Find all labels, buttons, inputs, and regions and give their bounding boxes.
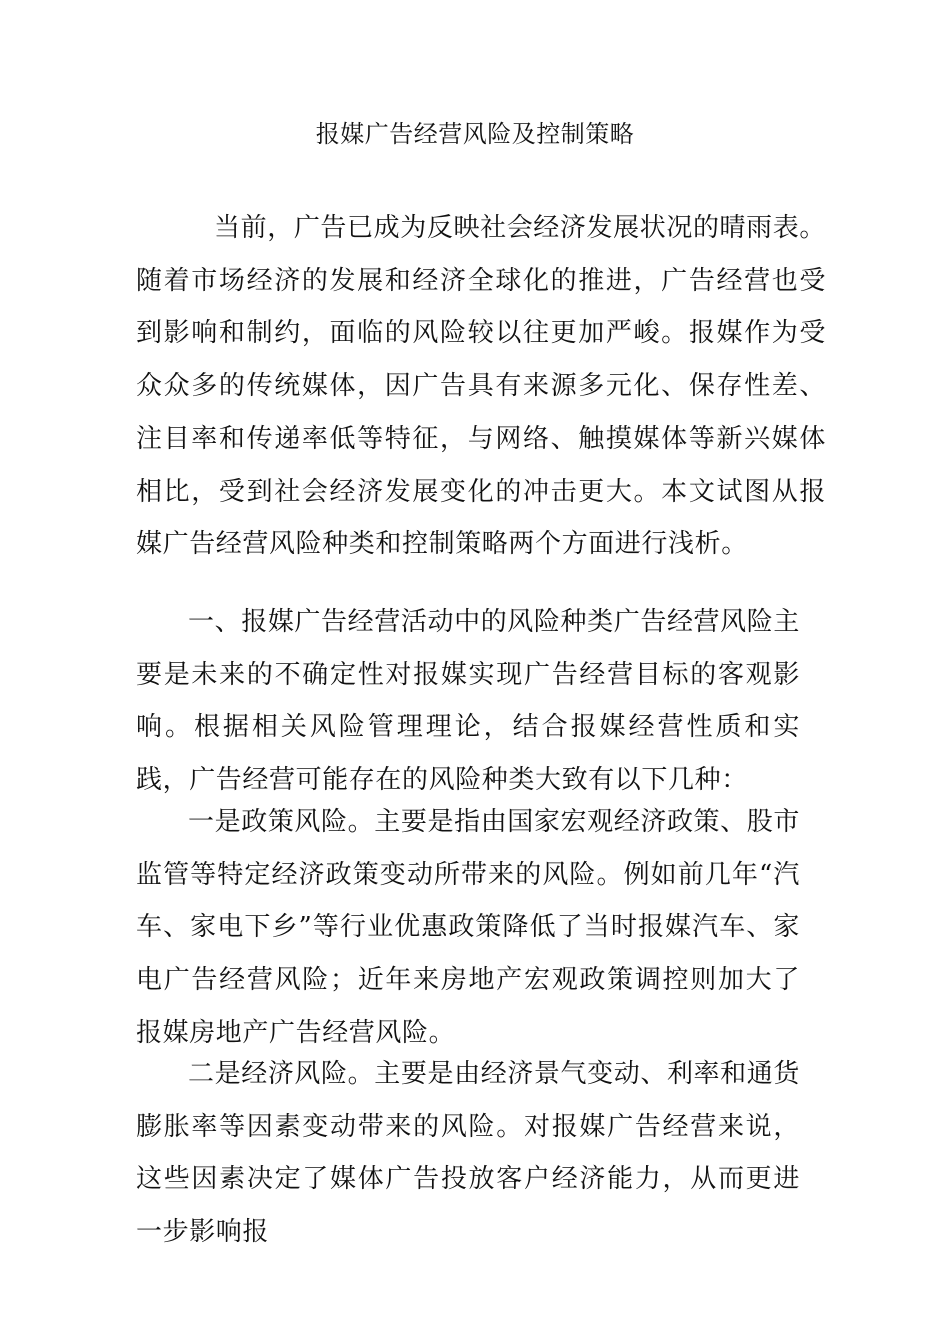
policy-risk-paragraph: 一是政策风险。主要是指由国家宏观经济政策、股市监管等特定经济政策变动所带来的风险。例如前几年“汽车、家电下乡”等行业优惠政策降低了当时报媒汽车、家电广告经营风险；近年来房地产宏观政策调控则加大了报媒房地产广告经营风险。 <box>136 807 800 1048</box>
intro-paragraph: 当前，广告已成为反映社会经济发展状况的晴雨表。随着市场经济的发展和经济全球化的推进，广告经营也受到影响和制约，面临的风险较以往更加严峻。报媒作为受众众多的传统媒体，因广告具有来源多元化、保存性差、注目率和传递率低等特征，与网络、触摸媒体等新兴媒体相比，受到社会经济发展变化的冲击更大。本文试图从报媒广告经营风险种类和控制策略两个方面进行浅析。 <box>136 213 826 560</box>
section-one-paragraph: 一、报媒广告经营活动中的风险种类广告经营风险主要是未来的不确定性对报媒实现广告经营目标的客观影响。根据相关风险管理理论，结合报媒经营性质和实践，广告经营可能存在的风险种类大致有以下几种： <box>136 607 800 796</box>
document-title: 报媒广告经营风险及控制策略 <box>315 120 635 148</box>
economic-risk-paragraph: 二是经济风险。主要是由经济景气变动、利率和通货膨胀率等因素变动带来的风险。对报媒广告经营来说，这些因素决定了媒体广告投放客户经济能力，从而更进一步影响报 <box>136 1059 800 1248</box>
